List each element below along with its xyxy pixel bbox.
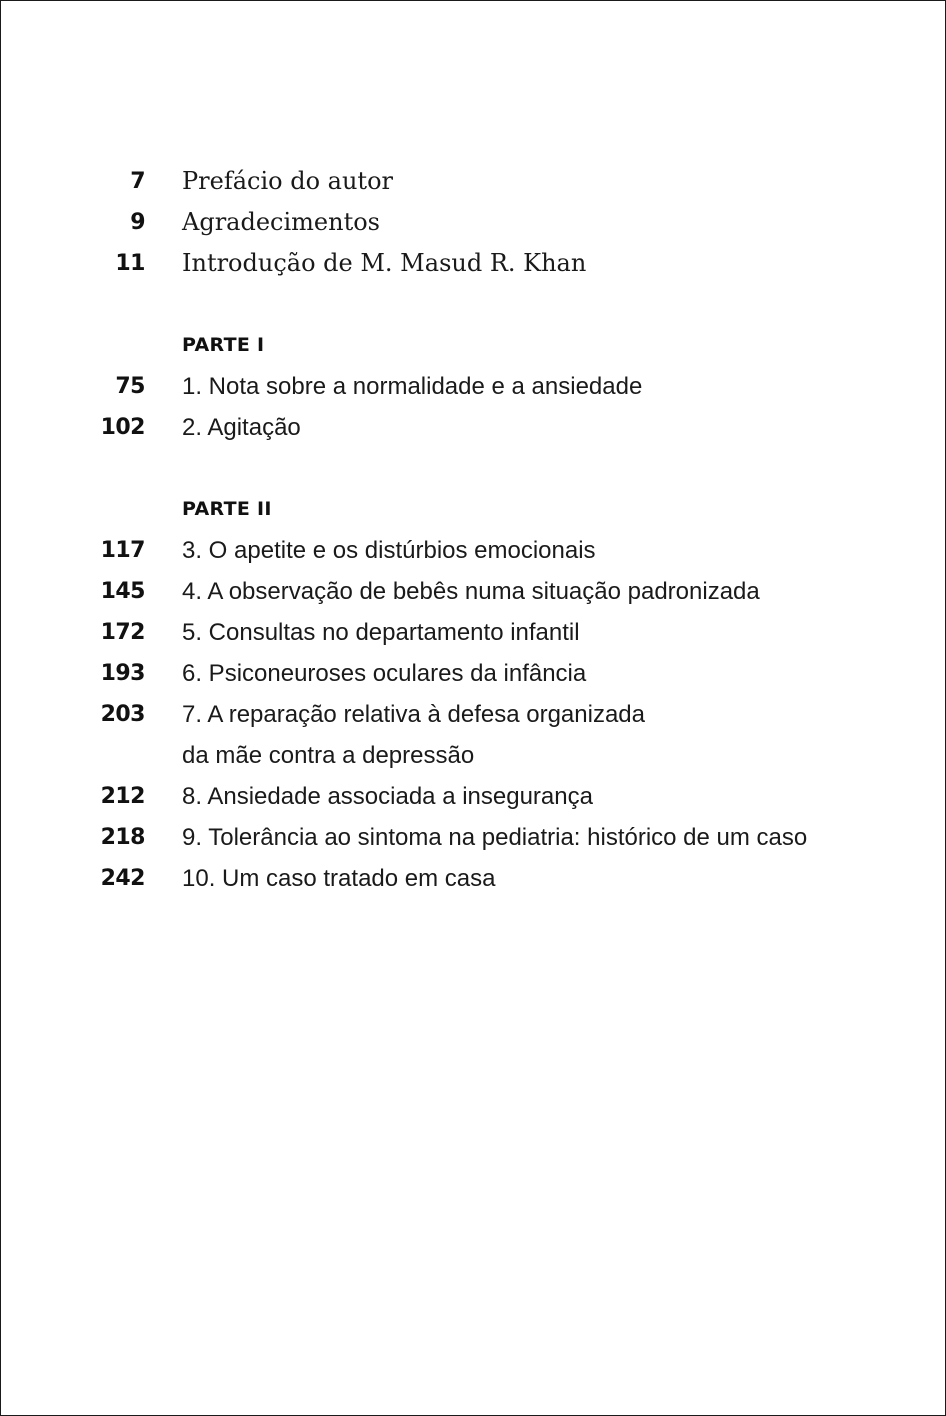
- toc-entry: [1, 407, 945, 448]
- toc-entry: [1, 366, 945, 407]
- entry-title: 3. O apetite e os distúrbios emocionais: [182, 537, 596, 564]
- entry-title: 1. Nota sobre a normalidade e a ansiedade: [182, 373, 643, 400]
- part-heading: PARTE I: [182, 334, 265, 356]
- page-number: 11: [115, 251, 145, 276]
- part-heading: PARTE II: [182, 498, 272, 520]
- part-heading-row: [1, 489, 945, 530]
- entry-title-continuation: da mãe contra a depressão: [182, 742, 475, 769]
- page-number: 9: [130, 210, 145, 235]
- page-number: 212: [100, 784, 145, 809]
- page-number: 172: [100, 620, 145, 645]
- spacer: [1, 448, 945, 489]
- page-number: 75: [115, 374, 145, 399]
- toc-entry: [1, 817, 945, 858]
- page-number: 203: [100, 702, 145, 727]
- part-heading-row: [1, 325, 945, 366]
- toc-entry: [1, 612, 945, 653]
- toc-entry: [1, 776, 945, 817]
- toc-entry-continuation: [1, 735, 945, 776]
- entry-title: 8. Ansiedade associada a insegurança: [182, 783, 593, 810]
- toc-entry: [1, 858, 945, 899]
- page-number: 7: [130, 169, 145, 194]
- entry-title: 9. Tolerância ao sintoma na pediatria: histórico de um caso: [182, 824, 808, 851]
- page-number: 193: [100, 661, 145, 686]
- entry-title: Agradecimentos: [182, 208, 380, 236]
- page-number: 218: [100, 825, 145, 850]
- entry-title: Introdução de M. Masud R. Khan: [182, 249, 587, 277]
- page-number: 242: [100, 866, 145, 891]
- toc-entry: [1, 653, 945, 694]
- page-number: 102: [100, 415, 145, 440]
- entry-title: 10. Um caso tratado em casa: [182, 865, 496, 892]
- toc-entry: [1, 530, 945, 571]
- toc-entry: [1, 161, 945, 202]
- page-number: 145: [100, 579, 145, 604]
- entry-title: Prefácio do autor: [182, 167, 393, 195]
- entry-title: 4. A observação de bebês numa situação padronizada: [182, 578, 760, 605]
- entry-title: 5. Consultas no departamento infantil: [182, 619, 580, 646]
- toc-entry: [1, 571, 945, 612]
- toc-entry: [1, 694, 945, 735]
- page-number: 117: [100, 538, 145, 563]
- entry-title: 7. A reparação relativa à defesa organizada: [182, 701, 645, 728]
- toc-entry: [1, 243, 945, 284]
- spacer: [1, 284, 945, 325]
- entry-title: 2. Agitação: [182, 414, 301, 441]
- toc-entry: [1, 202, 945, 243]
- entry-title: 6. Psiconeuroses oculares da infância: [182, 660, 587, 687]
- table-of-contents: [1, 161, 945, 899]
